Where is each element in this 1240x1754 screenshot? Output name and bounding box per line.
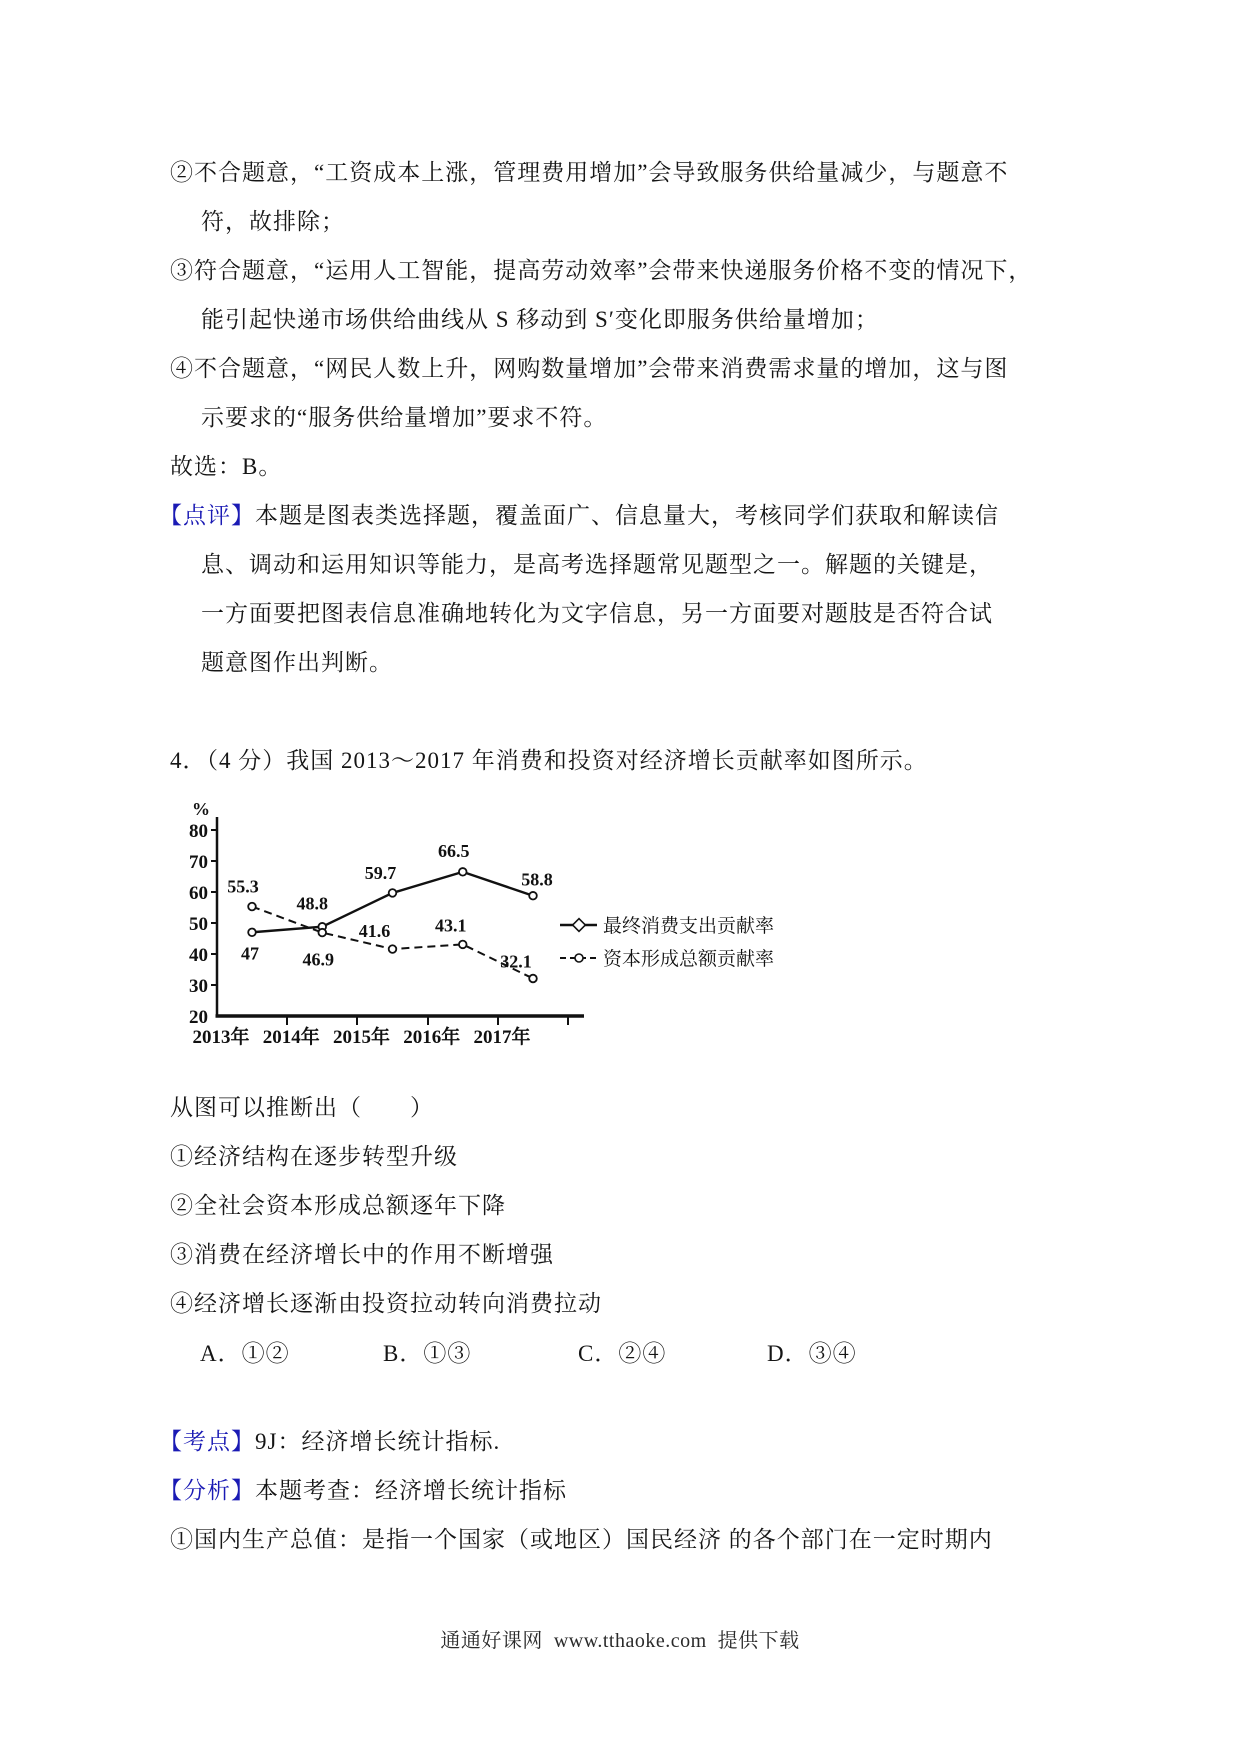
svg-text:46.9: 46.9 xyxy=(302,949,334,970)
comment-line-3: 一方面要把图表信息准确地转化为文字信息，另一方面要对题肢是否符合试 xyxy=(201,601,993,626)
svg-text:最终消费支出贡献率: 最终消费支出贡献率 xyxy=(603,916,775,937)
statement-3: ③消费在经济增长中的作用不断增强 xyxy=(170,1242,554,1267)
svg-text:资本形成总额贡献率: 资本形成总额贡献率 xyxy=(603,949,775,970)
svg-text:2014年: 2014年 xyxy=(262,1027,320,1048)
comment-block xyxy=(159,491,1100,687)
answer-line-3: ③符合题意，“运用人工智能，提高劳动效率”会带来快递服务价格不变的情况下， xyxy=(170,258,1033,283)
choice-B: B．①③ xyxy=(383,1341,472,1366)
svg-text:70: 70 xyxy=(189,852,208,873)
svg-text:30: 30 xyxy=(189,976,208,997)
svg-text:2017年: 2017年 xyxy=(473,1027,531,1048)
svg-text:32.1: 32.1 xyxy=(500,951,532,972)
question-heading-block xyxy=(170,736,1100,785)
choice-D: D．③④ xyxy=(767,1341,857,1366)
question-body-block xyxy=(170,1083,1100,1328)
svg-text:2016年: 2016年 xyxy=(403,1027,461,1048)
svg-text:59.7: 59.7 xyxy=(364,862,397,883)
svg-text:66.5: 66.5 xyxy=(438,840,470,861)
comment-line-4: 题意图作出判断。 xyxy=(201,650,393,675)
analysis-line xyxy=(159,1466,1100,1515)
choice-C: C．②④ xyxy=(578,1341,667,1366)
svg-text:40: 40 xyxy=(189,945,208,966)
choices-row xyxy=(0,1329,1240,1378)
svg-text:%: % xyxy=(192,799,210,819)
answer-line-4: 能引起快递市场供给曲线从 S 移动到 S′变化即服务供给量增加； xyxy=(201,307,879,332)
answer-line-6: 示要求的“服务供给量增加”要求不符。 xyxy=(201,405,608,430)
exam-point-text: 9J：经济增长统计指标. xyxy=(255,1429,501,1454)
svg-text:50: 50 xyxy=(189,914,208,935)
answer-line-5: ④不合题意，“网民人数上升，网购数量增加”会带来消费需求量的增加，这与图 xyxy=(170,356,1009,381)
gdp-definition-line: ①国内生产总值：是指一个国家（或地区）国民经济 的各个部门在一定时期内 xyxy=(170,1527,993,1552)
contribution-rate-chart-svg xyxy=(170,785,802,1057)
svg-text:43.1: 43.1 xyxy=(435,915,467,936)
answer-line-1: ②不合题意，“工资成本上涨，管理费用增加”会导致服务供给量减少，与题意不 xyxy=(170,160,1009,185)
answer-line-2: 符，故排除； xyxy=(201,209,345,234)
svg-text:2013年: 2013年 xyxy=(192,1027,250,1048)
exam-point-line xyxy=(159,1417,1100,1466)
comment-line-2: 息、调动和运用知识等能力，是高考选择题常见题型之一。解题的关键是， xyxy=(201,552,993,577)
statement-4: ④经济增长逐渐由投资拉动转向消费拉动 xyxy=(170,1291,602,1316)
svg-text:41.6: 41.6 xyxy=(358,921,391,942)
statement-2: ②全社会资本形成总额逐年下降 xyxy=(170,1193,506,1218)
analysis-tag: 【分析】 xyxy=(159,1478,255,1503)
comment-line-1 xyxy=(159,491,1100,540)
svg-text:47: 47 xyxy=(241,943,259,964)
meta-block xyxy=(159,1417,1100,1564)
svg-text:60: 60 xyxy=(189,883,208,904)
choice-A: A．①② xyxy=(200,1341,290,1366)
svg-text:58.8: 58.8 xyxy=(521,869,553,890)
svg-text:20: 20 xyxy=(189,1007,208,1028)
svg-text:80: 80 xyxy=(189,821,208,842)
statement-1: ①经济结构在逐步转型升级 xyxy=(170,1144,458,1169)
comment-tag: 【点评】 xyxy=(159,503,255,528)
answer-choice-line: 故选：B。 xyxy=(170,454,283,479)
svg-text:2015年: 2015年 xyxy=(332,1027,391,1048)
svg-text:55.3: 55.3 xyxy=(227,876,259,897)
answer-explanation-block xyxy=(170,148,1100,491)
question-stem: 从图可以推断出（ ） xyxy=(170,1095,434,1120)
svg-text:48.8: 48.8 xyxy=(296,893,328,914)
footer-site-line: 通通好课网 www.tthaoke.com 提供下载 xyxy=(440,1630,800,1652)
comment-text: 本题是图表类选择题，覆盖面广、信息量大，考核同学们获取和解读信 xyxy=(255,503,999,528)
question-heading: 4．（4 分）我国 2013～2017 年消费和投资对经济增长贡献率如图所示。 xyxy=(170,748,928,773)
exam-point-tag: 【考点】 xyxy=(159,1429,255,1454)
contribution-rate-chart xyxy=(170,785,802,1057)
analysis-text: 本题考查：经济增长统计指标 xyxy=(255,1478,567,1503)
